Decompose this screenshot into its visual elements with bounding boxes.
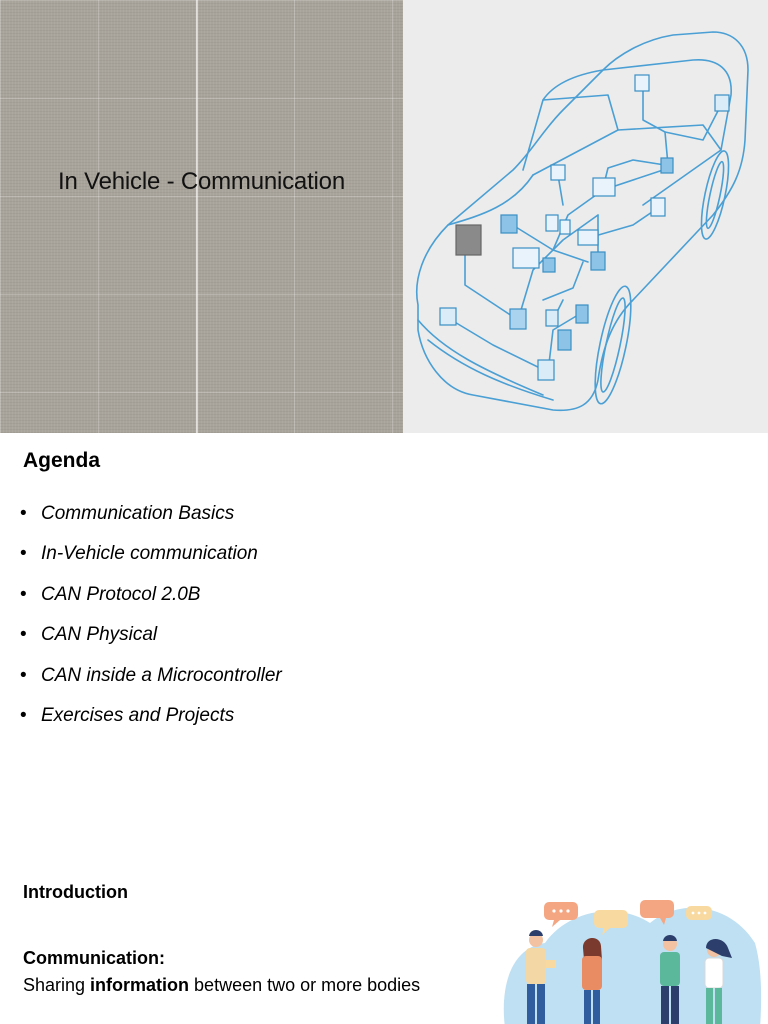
agenda-item-text: In-Vehicle communication (41, 543, 258, 565)
hood-line (448, 175, 533, 225)
module-15 (558, 330, 571, 350)
module-6 (593, 178, 615, 196)
definition-post: between two or more bodies (189, 975, 421, 995)
car-network-drawing (403, 0, 768, 433)
module-2 (510, 309, 526, 329)
car-body-outline (417, 32, 748, 410)
bullet-icon: • (20, 503, 27, 524)
bullet-icon: • (20, 543, 27, 565)
agenda-item-text: CAN Physical (41, 624, 158, 646)
module-14 (576, 305, 588, 323)
rear-wheel-rim (703, 161, 727, 230)
module-4 (501, 215, 517, 233)
slide-title: In Vehicle - Communication (58, 168, 345, 195)
bullet-icon: • (20, 704, 27, 726)
module-dark (456, 225, 481, 255)
module-10 (591, 252, 605, 270)
agenda-heading: Agenda (23, 449, 101, 472)
windshield-outline (533, 95, 618, 175)
agenda-item (20, 620, 282, 660)
introduction-slide (0, 858, 768, 1024)
introduction-heading: Introduction (23, 882, 128, 902)
module-13 (546, 310, 558, 326)
agenda-slide (0, 433, 768, 858)
agenda-item (20, 701, 282, 741)
agenda-list (20, 499, 282, 741)
module-5 (551, 165, 565, 180)
bullet-icon: • (20, 664, 27, 686)
module-18 (546, 215, 558, 231)
communication-term: Communication: (23, 948, 165, 968)
agenda-item-text: Exercises and Projects (41, 704, 235, 726)
front-wheel-rim (596, 297, 630, 394)
agenda-item-text: CAN inside a Microcontroller (41, 664, 282, 686)
module-12 (543, 258, 555, 272)
car-network-illustration (403, 0, 768, 433)
module-7 (661, 158, 673, 173)
agenda-item-text: Communication Basics (41, 503, 235, 524)
panel-divider-line (196, 0, 198, 433)
textured-panel (0, 0, 403, 433)
speech-bubble-4 (686, 906, 712, 920)
agenda-item (20, 539, 282, 579)
module-17 (715, 95, 729, 111)
front-bumper (418, 320, 543, 395)
agenda-item-text: CAN Protocol 2.0B (41, 583, 201, 605)
module-16 (635, 75, 649, 91)
module-8 (651, 198, 665, 216)
module-3 (538, 360, 554, 380)
bullet-icon: • (20, 583, 27, 605)
people-talking-illustration (500, 888, 762, 1024)
wire-main-9 (643, 85, 721, 140)
title-slide (0, 0, 768, 433)
car-roof-outline (523, 60, 731, 170)
module-1 (440, 308, 456, 325)
bullet-icon: • (20, 624, 27, 646)
agenda-item (20, 661, 282, 701)
module-19 (560, 220, 570, 234)
agenda-item (20, 499, 282, 539)
module-11 (513, 248, 539, 268)
communication-definition (23, 975, 420, 996)
definition-bold: information (90, 975, 190, 995)
front-wheel (588, 284, 638, 407)
agenda-item (20, 580, 282, 620)
module-9 (578, 230, 598, 245)
definition-pre: Sharing (23, 975, 91, 995)
